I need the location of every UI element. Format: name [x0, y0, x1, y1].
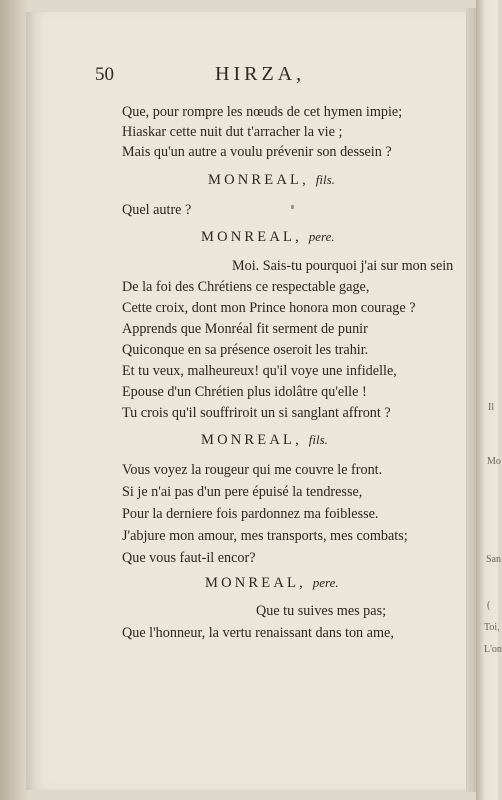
verse-line: J'abjure mon amour, mes transports, mes combats;	[122, 528, 408, 544]
speaker-heading	[201, 229, 335, 246]
page-header	[95, 64, 425, 90]
verse-line: Et tu veux, malheureux! qu'il voye une infidelle,	[122, 363, 397, 379]
verse-line: Tu crois qu'il souffriroit un si sanglant affront ?	[122, 405, 391, 421]
verse-line: Pour la derniere fois pardonnez ma foiblesse.	[122, 506, 379, 522]
verse-line: Quel autre ?	[122, 202, 192, 218]
verse-line: Si je n'ai pas d'un pere épuisé la tendresse,	[122, 484, 363, 500]
speaker-name: MONREAL,	[205, 575, 306, 591]
verse-line: Que l'honneur, la vertu renaissant dans ton ame,	[122, 625, 394, 641]
speaker-name: MONREAL,	[201, 432, 302, 448]
facing-page-fragment: L'on	[484, 644, 502, 655]
running-title: HIRZA,	[215, 63, 306, 85]
speaker-role: pere.	[308, 229, 335, 244]
verse-line: Quiconque en sa présence oseroit les trahir.	[122, 342, 369, 358]
page-number: 50	[95, 64, 114, 85]
speaker-name: MONREAL,	[208, 172, 309, 188]
facing-page-edge	[476, 0, 502, 800]
speaker-role: fils.	[315, 172, 335, 187]
page-edge	[466, 8, 476, 792]
speaker-heading	[205, 575, 339, 592]
verse-line: Epouse d'un Chrétien plus idolâtre qu'elle !	[122, 384, 367, 400]
verse-line: Vous voyez la rougeur qui me couvre le front.	[122, 462, 383, 478]
facing-page-fragment: Mo	[487, 456, 501, 467]
speaker-heading	[208, 172, 335, 189]
speaker-name: MONREAL,	[201, 229, 302, 245]
speaker-role: fils.	[308, 432, 328, 447]
verse-line: Que tu suives mes pas;	[256, 603, 387, 619]
speaker-role: pere.	[312, 575, 339, 590]
verse-line: Hiaskar cette nuit dut t'arracher la vie ;	[122, 124, 343, 140]
facing-page-fragment: Il	[488, 402, 495, 413]
facing-page-fragment: Toi,	[484, 622, 500, 633]
facing-page-fragment: San	[486, 554, 501, 565]
verse-line: Que vous faut-il encor?	[122, 550, 256, 566]
verse-line: De la foi des Chrétiens ce respectable gage,	[122, 279, 370, 295]
facing-page-fragment: (	[487, 600, 491, 611]
verse-line: Cette croix, dont mon Prince honora mon courage ?	[122, 300, 416, 316]
verse-line: Mais qu'un autre a voulu prévenir son dessein ?	[122, 144, 392, 160]
speaker-heading	[201, 432, 328, 449]
verse-line: Moi. Sais-tu pourquoi j'ai sur mon sein	[232, 258, 454, 274]
verse-line: Que, pour rompre les nœuds de cet hymen impie;	[122, 104, 403, 120]
ink-mark	[291, 205, 294, 209]
verse-line: Apprends que Monréal fit serment de punir	[122, 321, 368, 337]
